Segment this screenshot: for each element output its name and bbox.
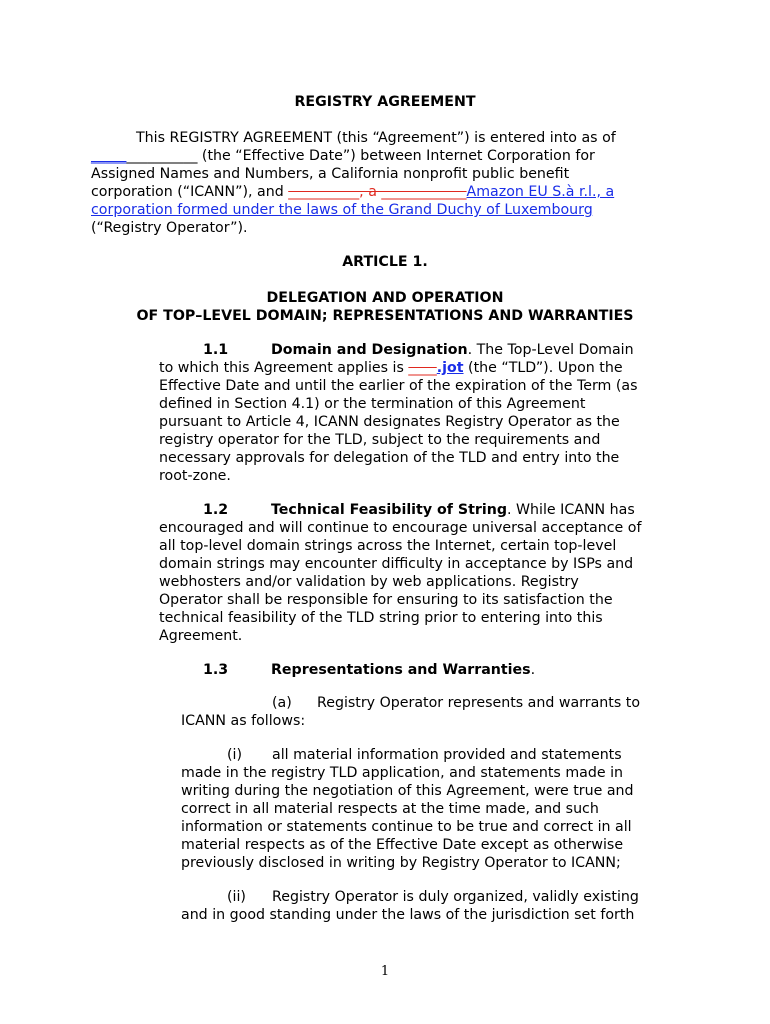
clause-i-line-1: all material information provided and statements xyxy=(272,747,622,763)
deleted-text: ____ xyxy=(408,360,437,376)
section-title: Domain and Designation xyxy=(271,342,468,358)
section-1-2-line-6: Operator shall be responsible for ensuring to its satisfaction the xyxy=(159,592,613,608)
clause-ii-label: (ii) xyxy=(227,889,246,905)
section-title: Technical Feasibility of String xyxy=(271,502,507,518)
section-1-3-title-line: Representations and Warranties. xyxy=(271,662,536,678)
clause-a-line-2: ICANN as follows: xyxy=(181,713,306,729)
section-1-1-line-4: defined in Section 4.1) or the termination of this Agreement xyxy=(159,396,586,412)
section-title: Representations and Warranties xyxy=(271,662,531,678)
section-1-1-title-line: Domain and Designation. The Top-Level Domain xyxy=(271,342,634,358)
clause-i-label: (i) xyxy=(227,747,243,763)
article-number: ARTICLE 1. xyxy=(342,254,428,270)
clause-i-line-2: made in the registry TLD application, and statements made in xyxy=(181,765,624,781)
section-1-1-line-7: necessary approvals for delegation of the TLD and entry into the xyxy=(159,450,620,466)
section-1-2-number-line xyxy=(203,501,228,519)
inserted-text: corporation formed under the laws of the Grand Duchy of Luxembourg xyxy=(91,202,593,218)
section-1-1-line-1 xyxy=(203,341,228,359)
clause-i-line-5: information or statements continue to be true and correct in all xyxy=(181,819,632,835)
clause-ii-line-2: and in good standing under the laws of the jurisdiction set forth xyxy=(181,907,635,923)
section-1-2-line-2: encouraged and will continue to encourage universal acceptance of xyxy=(159,520,642,536)
page-number: 1 xyxy=(380,964,390,979)
intro-line-5 xyxy=(91,201,593,219)
intro-line-2: _______________ (the “Effective Date”) between Internet Corporation for xyxy=(91,148,595,164)
section-1-2-line-3: all top-level domain strings across the Internet, certain top-level xyxy=(159,538,617,554)
section-1-1-line-5: pursuant to Article 4, ICANN designates Registry Operator as the xyxy=(159,414,620,430)
inserted-blank: _____ xyxy=(91,148,127,164)
section-1-2-line-7: technical feasibility of the TLD string prior to entering into this xyxy=(159,610,603,626)
clause-i-line-7: previously disclosed in writing by Registry Operator to ICANN; xyxy=(181,855,621,871)
clause-a-line-1: Registry Operator represents and warrants to xyxy=(317,695,640,711)
article-heading-1: DELEGATION AND OPERATION xyxy=(266,290,504,306)
section-1-2-title-line: Technical Feasibility of String. While ICANN has xyxy=(271,502,635,518)
intro-line-3: Assigned Names and Numbers, a California nonprofit public benefit xyxy=(91,166,570,182)
clause-i-line-3: writing during the negotiation of this Agreement, were true and xyxy=(181,783,634,799)
deleted-text: __________, a ____________ xyxy=(288,184,467,200)
section-1-3-number-line xyxy=(203,661,228,679)
section-1-1-line-8: root-zone. xyxy=(159,468,231,484)
section-1-1-line-6: registry operator for the TLD, subject to the requirements and xyxy=(159,432,601,448)
document-title: REGISTRY AGREEMENT xyxy=(294,94,476,110)
inserted-tld: .jot xyxy=(436,360,464,376)
section-number: 1.2 xyxy=(203,502,229,518)
section-1-2-line-8: Agreement. xyxy=(159,628,243,644)
section-number: 1.1 xyxy=(203,342,229,358)
section-1-2-line-5: webhosters and/or validation by web applications. Registry xyxy=(159,574,579,590)
article-heading-2: OF TOP–LEVEL DOMAIN; REPRESENTATIONS AND WARRANTIES xyxy=(136,308,634,324)
section-1-1-line-2: to which this Agreement applies is ____.jot (the “TLD”). Upon the xyxy=(159,360,623,376)
intro-line-1: This REGISTRY AGREEMENT (this “Agreement”) is entered into as of xyxy=(136,130,616,146)
clause-i-line-4: correct in all material respects at the time made, and such xyxy=(181,801,599,817)
clause-a-label: (a) xyxy=(272,695,292,711)
section-1-2-line-4: domain strings may encounter difficulty in acceptance by ISPs and xyxy=(159,556,634,572)
clause-i-line-6: material respects as of the Effective Date except as otherwise xyxy=(181,837,624,853)
inserted-text: Amazon EU S.à r.l., a xyxy=(466,184,615,200)
clause-ii-line-1: Registry Operator is duly organized, validly existing xyxy=(272,889,639,905)
intro-line-4: corporation (“ICANN”), and __________, a ____________Amazon EU S.à r.l., a xyxy=(91,184,615,200)
intro-line-6: (“Registry Operator”). xyxy=(91,220,248,236)
section-1-1-line-3: Effective Date and until the earlier of the expiration of the Term (as xyxy=(159,378,638,394)
section-number: 1.3 xyxy=(203,662,229,678)
